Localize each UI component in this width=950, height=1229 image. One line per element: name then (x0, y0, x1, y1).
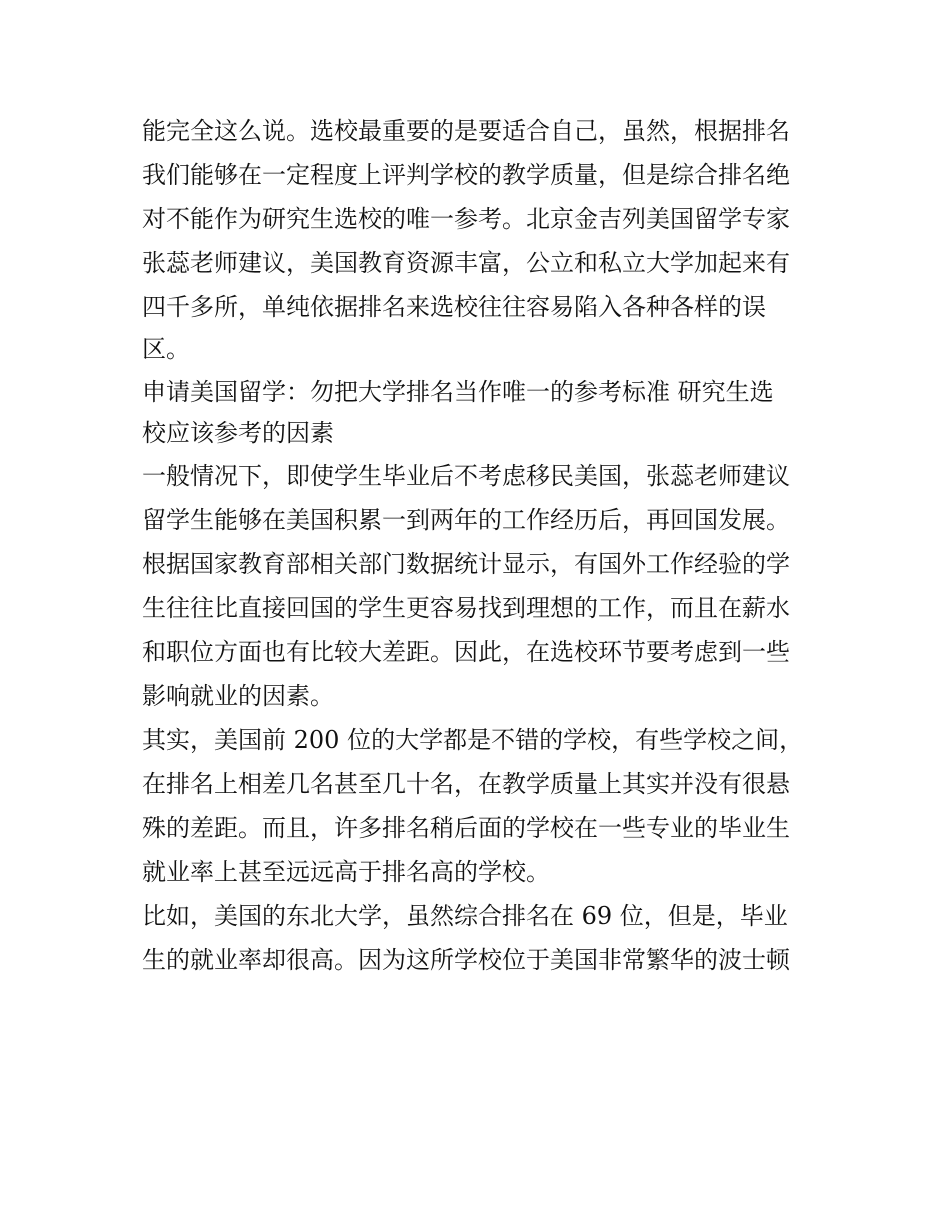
text-line: 和职位方面也有比较大差距。因此，在选校环节要考虑到一些 (142, 638, 790, 666)
text-line: 殊的差距。而且，许多排名稍后面的学校在一些专业的毕业生 (142, 814, 790, 842)
text-line: 其实，美国前 200 位的大学都是不错的学校，有些学校之间， (142, 726, 804, 754)
text-line: 对不能作为研究生选校的唯一参考。北京金吉列美国留学专家 (142, 205, 790, 233)
text-line: 一般情况下，即使学生毕业后不考虑移民美国，张蕊老师建议 (142, 462, 790, 490)
text-line: 在排名上相差几名甚至几十名，在教学质量上其实并没有很悬 (142, 770, 790, 798)
text-line: 影响就业的因素。 (142, 682, 334, 710)
section-heading-line: 校应该参考的因素 (142, 419, 334, 447)
text-line: 我们能够在一定程度上评判学校的教学质量，但是综合排名绝 (142, 161, 790, 189)
text-line: 留学生能够在美国积累一到两年的工作经历后，再回国发展。 (142, 506, 790, 534)
text-line: 比如，美国的东北大学，虽然综合排名在 69 位，但是，毕业 (142, 902, 788, 930)
text-line: 区。 (142, 335, 190, 363)
section-heading-line: 申请美国留学：勿把大学排名当作唯一的参考标准 研究生选 (142, 378, 774, 406)
text-line: 生往往比直接回国的学生更容易找到理想的工作，而且在薪水 (142, 594, 790, 622)
text-line: 张蕊老师建议，美国教育资源丰富，公立和私立大学加起来有 (142, 249, 790, 277)
text-line: 四千多所，单纯依据排名来选校往往容易陷入各种各样的误 (142, 293, 766, 321)
body-text (142, 109, 814, 982)
text-line: 生的就业率却很高。因为这所学校位于美国非常繁华的波士顿 (142, 946, 790, 974)
text-line: 就业率上甚至远远高于排名高的学校。 (142, 858, 550, 886)
text-line: 能完全这么说。选校最重要的是要适合自己，虽然，根据排名 (142, 117, 790, 145)
text-line: 根据国家教育部相关部门数据统计显示，有国外工作经验的学 (142, 550, 790, 578)
